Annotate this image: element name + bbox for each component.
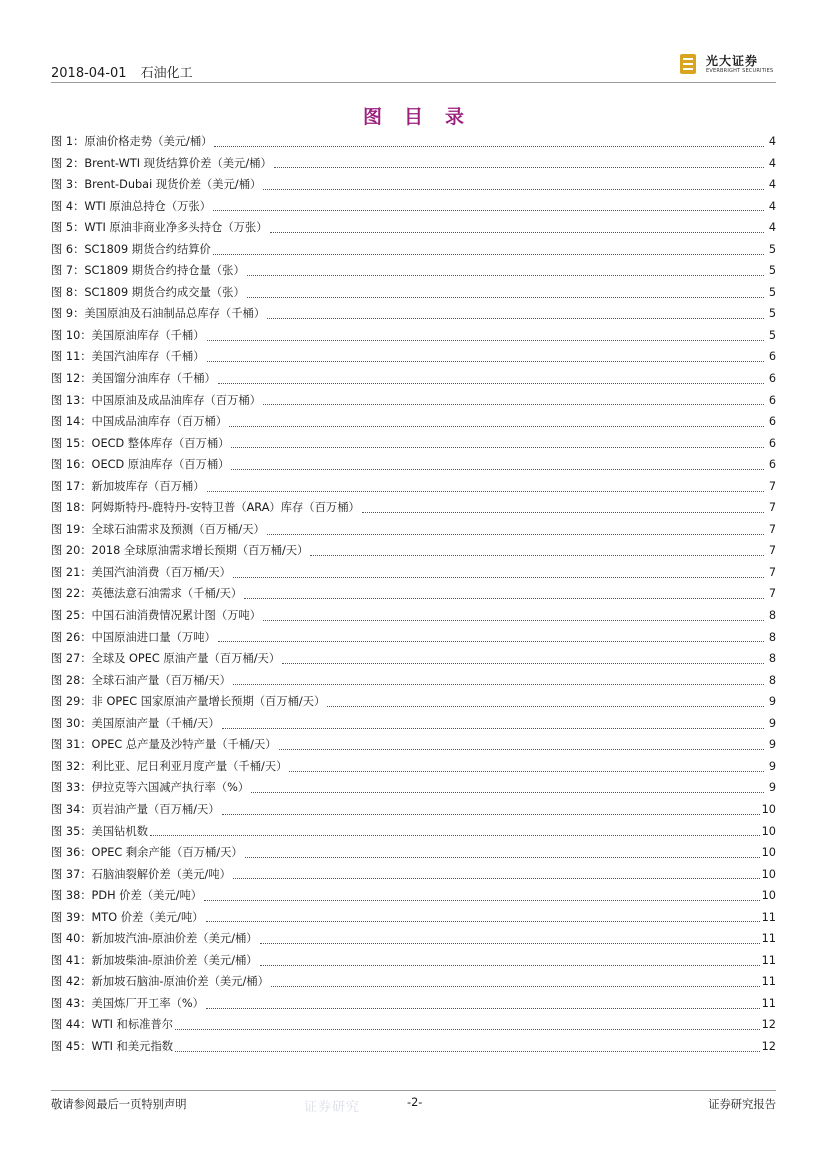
toc-entry-page[interactable]: 5	[768, 242, 776, 256]
toc-entry[interactable]	[51, 217, 776, 239]
toc-entry-page[interactable]: 8	[768, 673, 776, 687]
toc-entry-page[interactable]: 11	[761, 975, 776, 989]
toc-entry-page[interactable]: 9	[768, 781, 776, 795]
toc-entry[interactable]	[51, 303, 776, 325]
toc-entry-page[interactable]: 6	[768, 393, 776, 407]
toc-dot-leader	[270, 221, 764, 235]
toc-entry-page[interactable]: 4	[768, 199, 776, 213]
toc-entry[interactable]	[51, 928, 776, 950]
header-divider	[51, 82, 776, 83]
toc-title: 图目录	[362, 106, 486, 128]
toc-entry-label[interactable]: 图 1：原油价格走势（美元/桶）	[51, 135, 213, 148]
toc-dot-leader	[222, 803, 760, 817]
toc-entry-label[interactable]: 图 30：美国原油产量（千桶/天）	[51, 716, 220, 730]
toc-entry-label[interactable]: 图 34：页岩油产量（百万桶/天）	[51, 802, 220, 816]
footer-report-type: 证券研究报告	[708, 1098, 776, 1111]
toc-entry-page[interactable]: 9	[768, 695, 776, 709]
toc-dot-leader	[289, 760, 764, 774]
toc-dot-leader	[229, 415, 764, 429]
toc-entry-page[interactable]: 11	[761, 953, 776, 967]
toc-dot-leader	[247, 264, 764, 278]
toc-entry[interactable]	[51, 1036, 776, 1058]
toc-entry-label[interactable]: 图 9：美国原油及石油制品总库存（千桶）	[51, 307, 266, 321]
toc-entry[interactable]	[51, 153, 776, 175]
toc-entry[interactable]	[51, 239, 776, 261]
toc-entry-page[interactable]: 5	[768, 328, 776, 342]
toc-dot-leader	[327, 695, 764, 709]
table-of-figures	[51, 131, 776, 1058]
toc-entry[interactable]	[51, 648, 776, 670]
toc-entry-page[interactable]: 6	[768, 458, 776, 472]
toc-entry[interactable]	[51, 627, 776, 649]
toc-entry[interactable]	[51, 583, 776, 605]
logo-name-cn: 光大证券	[706, 54, 759, 68]
toc-dot-leader	[206, 997, 760, 1011]
report-date: 2018-04-01	[51, 66, 127, 81]
toc-entry-page[interactable]: 8	[768, 630, 776, 644]
toc-dot-leader	[207, 350, 764, 364]
toc-entry-label[interactable]: 图 35：美国钻机数	[51, 824, 149, 838]
footer-disclaimer: 敬请参阅最后一页特别声明	[51, 1098, 187, 1111]
header-info	[51, 62, 193, 81]
toc-dot-leader	[150, 824, 760, 838]
toc-dot-leader	[214, 135, 764, 149]
toc-dot-leader	[267, 523, 764, 537]
toc-entry[interactable]	[51, 519, 776, 541]
toc-dot-leader	[267, 307, 764, 321]
toc-dot-leader	[218, 372, 764, 386]
everbright-logo-icon	[680, 54, 696, 74]
toc-entry[interactable]	[51, 670, 776, 692]
toc-dot-leader	[263, 609, 764, 623]
toc-dot-leader	[263, 178, 764, 192]
page-header	[51, 50, 776, 80]
toc-dot-leader	[282, 652, 764, 666]
toc-entry[interactable]	[51, 691, 776, 713]
footer-divider	[51, 1090, 776, 1091]
toc-entry-page[interactable]: 7	[768, 501, 776, 515]
toc-entry[interactable]	[51, 346, 776, 368]
toc-entry-page[interactable]: 4	[768, 156, 776, 170]
toc-dot-leader	[260, 932, 760, 946]
toc-entry-label[interactable]: 图 10：美国原油库存（千桶）	[51, 328, 205, 342]
toc-entry[interactable]	[51, 131, 776, 153]
toc-entry-page[interactable]: 7	[768, 565, 776, 579]
toc-entry[interactable]	[51, 476, 776, 498]
toc-entry-label[interactable]: 图 41：新加坡柴油-原油价差（美元/桶）	[51, 953, 258, 967]
toc-entry-label[interactable]: 图 6：SC1809 期货合约结算价	[51, 242, 211, 256]
logo-name-en: EVERBRIGHT SECURITIES	[706, 68, 774, 74]
toc-entry-label[interactable]: 图 38：PDH 价差（美元/吨）	[51, 889, 203, 903]
toc-entry[interactable]	[51, 497, 776, 519]
toc-entry-page[interactable]: 8	[768, 652, 776, 666]
toc-entry-page[interactable]: 12	[761, 1018, 776, 1032]
toc-entry-page[interactable]: 9	[768, 716, 776, 730]
toc-dot-leader	[233, 867, 760, 881]
toc-dot-leader	[231, 458, 764, 472]
toc-dot-leader	[260, 954, 760, 968]
toc-entry-page[interactable]: 5	[768, 307, 776, 321]
toc-entry-label[interactable]: 图 17：新加坡库存（百万桶）	[51, 479, 205, 493]
toc-entry-label[interactable]: 图 19：全球石油需求及预测（百万桶/天）	[51, 522, 265, 536]
toc-entry-page[interactable]: 7	[768, 479, 776, 493]
toc-entry-label[interactable]: 图 8：SC1809 期货合约成交量（张）	[51, 285, 245, 299]
company-logo	[680, 52, 776, 78]
report-sector: 石油化工	[140, 66, 193, 81]
toc-entry-page[interactable]: 6	[768, 372, 776, 386]
toc-entry-page[interactable]: 10	[761, 802, 776, 816]
toc-entry[interactable]	[51, 433, 776, 455]
toc-entry[interactable]	[51, 734, 776, 756]
toc-entry[interactable]	[51, 799, 776, 821]
toc-entry-page[interactable]: 10	[761, 867, 776, 881]
toc-entry[interactable]	[51, 605, 776, 627]
toc-entry-label[interactable]: 图 27：全球及 OPEC 原油产量（百万桶/天）	[51, 652, 281, 666]
toc-entry-page[interactable]: 4	[768, 221, 776, 235]
toc-dot-leader	[207, 329, 764, 343]
toc-entry-label[interactable]: 图 5：WTI 原油非商业净多头持仓（万张）	[51, 221, 268, 235]
toc-entry-page[interactable]: 8	[768, 609, 776, 623]
toc-entry[interactable]	[51, 390, 776, 412]
toc-entry[interactable]	[51, 454, 776, 476]
toc-entry-label[interactable]: 图 20：2018 全球原油需求增长预期（百万桶/天）	[51, 544, 309, 558]
toc-entry-page[interactable]: 5	[768, 264, 776, 278]
toc-entry-page[interactable]: 11	[761, 932, 776, 946]
toc-dot-leader	[222, 717, 764, 731]
toc-entry[interactable]	[51, 777, 776, 799]
toc-entry-label[interactable]: 图 31：OPEC 总产量及沙特产量（千桶/天）	[51, 738, 277, 752]
page-number: -2-	[407, 1096, 423, 1109]
toc-entry-label[interactable]: 图 36：OPEC 剩余产能（百万桶/天）	[51, 846, 243, 860]
toc-entry[interactable]	[51, 993, 776, 1015]
toc-entry-page[interactable]: 7	[768, 522, 776, 536]
toc-entry-page[interactable]: 9	[768, 759, 776, 773]
toc-entry-label[interactable]: 图 29：非 OPEC 国家原油产量增长预期（百万桶/天）	[51, 695, 326, 709]
toc-dot-leader	[251, 781, 764, 795]
toc-dot-leader	[233, 566, 764, 580]
toc-entry[interactable]	[51, 842, 776, 864]
toc-entry-page[interactable]: 7	[768, 587, 776, 601]
toc-entry-page[interactable]: 7	[768, 544, 776, 558]
toc-entry[interactable]	[51, 950, 776, 972]
toc-entry-label[interactable]: 图 37：石脑油裂解价差（美元/吨）	[51, 867, 231, 881]
toc-entry-label[interactable]: 图 3：Brent-Dubai 现货价差（美元/桶）	[51, 178, 262, 192]
toc-entry-page[interactable]: 5	[768, 285, 776, 299]
toc-entry[interactable]	[51, 756, 776, 778]
toc-dot-leader	[207, 480, 764, 494]
toc-entry-label[interactable]: 图 21：美国汽油消费（百万桶/天）	[51, 565, 231, 579]
toc-entry-label[interactable]: 图 33：伊拉克等六国减产执行率（%）	[51, 781, 250, 795]
toc-entry-label[interactable]: 图 7：SC1809 期货合约持仓量（张）	[51, 264, 245, 278]
toc-entry-label[interactable]: 图 14：中国成品油库存（百万桶）	[51, 415, 228, 429]
toc-entry[interactable]	[51, 540, 776, 562]
toc-entry-page[interactable]: 12	[761, 1039, 776, 1053]
toc-entry[interactable]	[51, 282, 776, 304]
toc-dot-leader	[213, 243, 764, 257]
toc-dot-leader	[279, 738, 764, 752]
toc-dot-leader	[213, 199, 764, 213]
toc-entry-page[interactable]: 6	[768, 436, 776, 450]
toc-dot-leader	[231, 436, 764, 450]
toc-entry[interactable]	[51, 971, 776, 993]
toc-dot-leader	[204, 889, 760, 903]
toc-dot-leader	[263, 393, 764, 407]
toc-dot-leader	[310, 544, 764, 558]
toc-entry-page[interactable]: 4	[768, 135, 776, 148]
toc-entry-page[interactable]: 6	[768, 350, 776, 364]
footer-watermark: 证券研究	[304, 1100, 361, 1115]
toc-entry[interactable]	[51, 196, 776, 218]
toc-dot-leader	[244, 587, 764, 601]
toc-dot-leader	[271, 975, 760, 989]
toc-entry[interactable]	[51, 174, 776, 196]
toc-entry-label[interactable]: 图 32：利比亚、尼日利亚月度产量（千桶/天）	[51, 759, 288, 773]
toc-entry[interactable]	[51, 260, 776, 282]
toc-entry[interactable]	[51, 368, 776, 390]
toc-entry[interactable]	[51, 411, 776, 433]
toc-dot-leader	[274, 156, 764, 170]
toc-entry-page[interactable]: 9	[768, 738, 776, 752]
toc-entry-label[interactable]: 图 39：MTO 价差（美元/吨）	[51, 910, 204, 924]
toc-entry-label[interactable]: 图 11：美国汽油库存（千桶）	[51, 350, 205, 364]
toc-entry-label[interactable]: 图 4：WTI 原油总持仓（万张）	[51, 199, 212, 213]
toc-entry-label[interactable]: 图 2：Brent-WTI 现货结算价差（美元/桶）	[51, 156, 272, 170]
toc-entry-label[interactable]: 图 45：WTI 和美元指数	[51, 1039, 174, 1053]
page-footer	[51, 1096, 776, 1114]
toc-entry-label[interactable]: 图 40：新加坡汽油-原油价差（美元/桶）	[51, 932, 258, 946]
toc-dot-leader	[245, 846, 760, 860]
toc-entry-page[interactable]: 10	[761, 824, 776, 838]
toc-entry-label[interactable]: 图 15：OECD 整体库存（百万桶）	[51, 436, 230, 450]
toc-entry[interactable]	[51, 864, 776, 886]
toc-entry[interactable]	[51, 907, 776, 929]
toc-entry-label[interactable]: 图 12：美国馏分油库存（千桶）	[51, 372, 216, 386]
toc-entry-label[interactable]: 图 42：新加坡石脑油-原油价差（美元/桶）	[51, 975, 269, 989]
toc-dot-leader	[206, 910, 760, 924]
toc-entry-page[interactable]: 11	[761, 996, 776, 1010]
toc-dot-leader	[175, 1018, 760, 1032]
toc-entry[interactable]	[51, 821, 776, 843]
toc-entry-page[interactable]: 10	[761, 889, 776, 903]
toc-entry-label[interactable]: 图 44：WTI 和标准普尔	[51, 1018, 174, 1032]
toc-dot-leader	[362, 501, 764, 515]
toc-dot-leader	[247, 286, 764, 300]
toc-entry[interactable]	[51, 325, 776, 347]
toc-entry-label[interactable]: 图 13：中国原油及成品油库存（百万桶）	[51, 393, 262, 407]
toc-entry-label[interactable]: 图 18：阿姆斯特丹-鹿特丹-安特卫普（ARA）库存（百万桶）	[51, 501, 360, 515]
toc-entry-label[interactable]: 图 43：美国炼厂开工率（%）	[51, 996, 204, 1010]
toc-dot-leader	[175, 1040, 760, 1054]
toc-entry-label[interactable]: 图 22：英德法意石油需求（千桶/天）	[51, 587, 243, 601]
toc-entry-page[interactable]: 4	[768, 178, 776, 192]
toc-entry-label[interactable]: 图 25：中国石油消费情况累计图（万吨）	[51, 609, 262, 623]
toc-entry[interactable]	[51, 885, 776, 907]
toc-dot-leader	[233, 673, 764, 687]
toc-entry-label[interactable]: 图 26：中国原油进口量（万吨）	[51, 630, 216, 644]
toc-entry-page[interactable]: 10	[761, 846, 776, 860]
toc-entry-label[interactable]: 图 28：全球石油产量（百万桶/天）	[51, 673, 231, 687]
toc-entry-label[interactable]: 图 16：OECD 原油库存（百万桶）	[51, 458, 230, 472]
toc-entry[interactable]	[51, 713, 776, 735]
toc-entry-page[interactable]: 6	[768, 415, 776, 429]
toc-entry[interactable]	[51, 1014, 776, 1036]
toc-dot-leader	[218, 630, 764, 644]
toc-entry-page[interactable]: 11	[761, 910, 776, 924]
toc-entry[interactable]	[51, 562, 776, 584]
